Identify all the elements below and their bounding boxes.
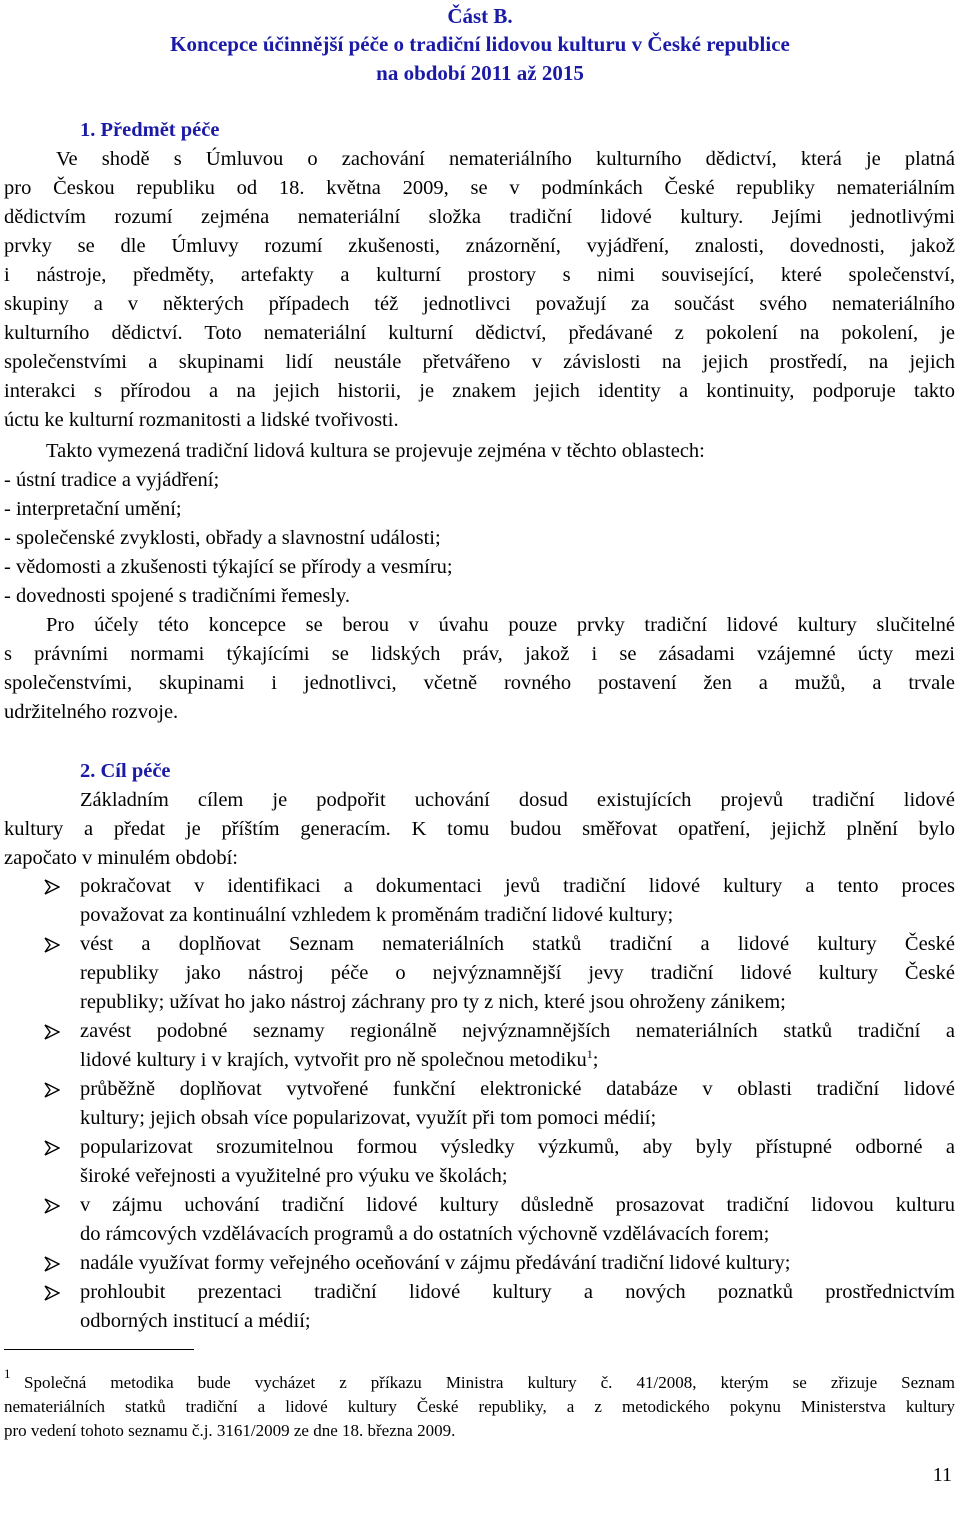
paragraph-line: kultury a předat je příštím generacím. K tomu budou směřovat opatření, jejichž plnění bylo bbox=[4, 818, 955, 840]
paragraph-line: interakci s přírodou a na jejich historii, je znakem jejich identity a kontinuity, podporuje takto bbox=[4, 380, 955, 402]
footnote-line: nemateriálních statků tradiční a lidové kultury České republiky, a z metodického pokynu Ministerstva kultury bbox=[4, 1397, 955, 1416]
footnote-line: Společná metodika bude vycházet z příkazu Ministra kultury č. 41/2008, kterým se zřizuje Seznam bbox=[24, 1373, 955, 1392]
goal-line: popularizovat srozumitelnou formou výsledky výzkumů, aby byly přístupné odborné a bbox=[80, 1136, 955, 1158]
part-label: Část B. bbox=[447, 4, 513, 28]
goal-line: republiky jako nástroj péče o nejvýznamnější jevy tradiční lidové kultury České bbox=[80, 962, 955, 984]
footnote-separator bbox=[4, 1349, 194, 1350]
arrowhead-bullet-icon bbox=[44, 931, 62, 958]
document-title: Koncepce účinnější péče o tradiční lidovou kulturu v České republice bbox=[170, 32, 790, 56]
goal-line: zavést podobné seznamy regionálně nejvýznamnějších nemateriálních statků tradiční a bbox=[80, 1020, 955, 1042]
goal-line-punct: ; bbox=[592, 1049, 599, 1071]
goal-line: nadále využívat formy veřejného oceňování v zájmu předávání tradiční lidové kultury; bbox=[80, 1252, 791, 1274]
goal-line: v zájmu uchování tradiční lidové kultury důsledně prosazovat tradiční lidovou kulturu bbox=[80, 1194, 955, 1216]
paragraph-line: dědictvím rozumí zejména nemateriální složka tradiční lidové kultury. Jejími jednotlivými bbox=[4, 206, 955, 228]
area-item: - společenské zvyklosti, obřady a slavnostní události; bbox=[4, 527, 441, 549]
goal-line: průběžně doplňovat vytvořené funkční elektronické databáze v oblasti tradiční lidové bbox=[80, 1078, 955, 1100]
paragraph-line: společenstvími, skupinami i jednotlivci, včetně rovného postavení žen a mužů, a trvale bbox=[4, 672, 955, 694]
footnote-mark: 1 bbox=[4, 1366, 11, 1381]
arrowhead-bullet-icon bbox=[44, 873, 62, 900]
goal-line: kultury; jejich obsah více popularizovat, využít při tom pomoci médií; bbox=[80, 1107, 657, 1129]
paragraph-line: úctu ke kulturní rozmanitosti a lidské tvořivosti. bbox=[4, 409, 399, 431]
page-number: 11 bbox=[932, 1464, 952, 1486]
paragraph-line: započato v minulém období: bbox=[4, 847, 238, 869]
goal-line: odborných institucí a médií; bbox=[80, 1310, 311, 1332]
paragraph-line: Základním cílem je podpořit uchování dosud existujících projevů tradiční lidové bbox=[80, 789, 955, 811]
paragraph-line: prvky se dle Úmluvy rozumí zkušenosti, znázornění, vyjádření, znalosti, dovednosti, jakož bbox=[4, 235, 955, 257]
document-subtitle: na období 2011 až 2015 bbox=[376, 61, 584, 85]
goal-line: považovat za kontinuální vzhledem k proměnám tradiční lidové kultury; bbox=[80, 904, 674, 926]
goal-line: do rámcových vzdělávacích programů a do ostatních výchovně vzdělávacích forem; bbox=[80, 1223, 770, 1245]
footnote-line: pro vedení tohoto seznamu č.j. 3161/2009 ze dne 18. března 2009. bbox=[4, 1421, 456, 1440]
arrowhead-bullet-icon bbox=[44, 1134, 62, 1161]
arrowhead-bullet-icon bbox=[44, 1076, 62, 1103]
goal-line: prohloubit prezentaci tradiční lidové kultury a nových poznatků prostřednictvím bbox=[80, 1281, 955, 1303]
paragraph-line: Pro účely této koncepce se berou v úvahu pouze prvky tradiční lidové kultury slučitelné bbox=[46, 614, 955, 636]
areas-intro: Takto vymezená tradiční lidová kultura se projevuje zejména v těchto oblastech: bbox=[46, 440, 705, 462]
paragraph-line: i nástroje, předměty, artefakty a kulturní prostory s nimi související, které společenství, bbox=[4, 264, 955, 286]
paragraph-line: skupiny a v některých případech též jednotlivci považují za součást svého nemateriálního bbox=[4, 293, 955, 315]
section-1-heading: 1. Předmět péče bbox=[80, 119, 220, 141]
paragraph-line: Ve shodě s Úmluvou o zachování nemateriálního kulturního dědictví, která je platná bbox=[56, 148, 955, 170]
area-item: - interpretační umění; bbox=[4, 498, 182, 520]
paragraph-line: společenstvími a skupinami lidí neustále přetvářeno v závislosti na jejich prostředí, na jejich bbox=[4, 351, 955, 373]
goal-line: republiky; užívat ho jako nástroj záchrany pro ty z nich, které jsou ohroženy zánikem; bbox=[80, 991, 786, 1013]
section-2-heading: 2. Cíl péče bbox=[80, 760, 171, 782]
footnote-reference[interactable]: 1 bbox=[586, 1047, 593, 1062]
arrowhead-bullet-icon bbox=[44, 1250, 62, 1277]
arrowhead-bullet-icon bbox=[44, 1018, 62, 1045]
paragraph-line: s právními normami týkajícími se lidských práv, jakož i se zásadami vzájemné úcty mezi bbox=[4, 643, 955, 665]
paragraph-line: kulturního dědictví. Toto nemateriální kulturní dědictví, předávané z pokolení na pokolení, je bbox=[4, 322, 955, 344]
paragraph-line: pro Českou republiku od 18. května 2009, se v podmínkách České republiky nemateriálním bbox=[4, 177, 955, 199]
goal-line-text: lidové kultury i v krajích, vytvořit pro ně společnou metodiku bbox=[80, 1049, 587, 1071]
goal-line: pokračovat v identifikaci a dokumentaci jevů tradiční lidové kultury a tento proces bbox=[80, 875, 955, 897]
arrowhead-bullet-icon bbox=[44, 1279, 62, 1306]
goal-line bbox=[80, 1047, 955, 1074]
goal-line: široké veřejnosti a využitelné pro výuku ve školách; bbox=[80, 1165, 508, 1187]
area-item: - dovednosti spojené s tradičními řemesly. bbox=[4, 585, 350, 607]
paragraph-line: udržitelného rozvoje. bbox=[4, 701, 179, 723]
area-item: - vědomosti a zkušenosti týkající se přírody a vesmíru; bbox=[4, 556, 453, 578]
goal-line: vést a doplňovat Seznam nemateriálních statků tradiční a lidové kultury České bbox=[80, 933, 955, 955]
area-item: - ústní tradice a vyjádření; bbox=[4, 469, 220, 491]
arrowhead-bullet-icon bbox=[44, 1192, 62, 1219]
